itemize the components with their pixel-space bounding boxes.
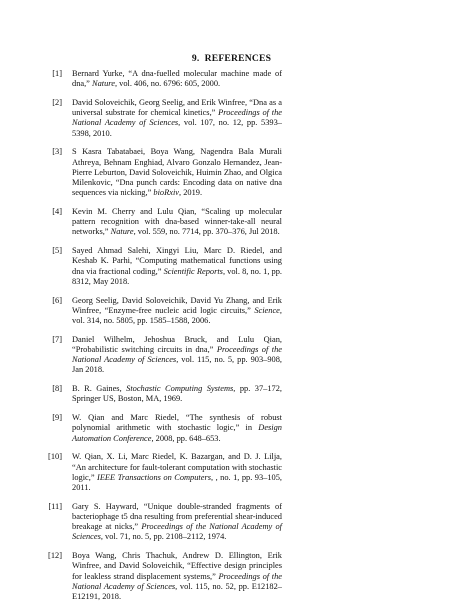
reference-number: [2] (52, 98, 62, 107)
reference-item (40, 452, 425, 493)
reference-fragment: , vol. 115, no. 52, pp. E12182–E12191, 2018. (72, 581, 282, 602)
reference-venue: Nature (92, 79, 115, 89)
reference-text (72, 69, 282, 89)
reference-fragment: Boya Wang, Chris Thachuk, Andrew D. Ellington, Erik Winfree, and David Soloveichik, “Effective design principles for leakless strand displacement systems,” (72, 551, 282, 581)
reference-number: [1] (52, 69, 62, 78)
reference-fragment: , vol. 71, no. 5, pp. 2108–2112, 1974. (100, 532, 227, 542)
reference-venue: Proceedings of the National Academy of Sciences (72, 345, 282, 365)
reference-text (72, 246, 282, 287)
reference-venue: Proceedings of the National Academy of Sciences (72, 108, 282, 128)
reference-fragment: , 2019. (179, 188, 203, 198)
reference-item (40, 98, 425, 139)
reference-venue: Science (254, 305, 280, 315)
section-number: 9. (191, 53, 200, 64)
reference-fragment: Gary S. Hayward, “Unique double-stranded fragments of bacteriophage t5 dna resulting from preferential shear-induced breakage at nicks,” (72, 501, 282, 532)
reference-text (72, 413, 282, 444)
reference-item (40, 335, 425, 376)
reference-text (72, 502, 282, 543)
reference-fragment: B. R. Gaines, (72, 384, 127, 394)
reference-fragment: W. Qian and Marc Riedel, “The synthesis of robust polynomial arithmetic with stochastic logic,” in (72, 413, 282, 433)
reference-number: [4] (52, 207, 62, 217)
reference-number: [6] (52, 295, 62, 305)
reference-venue: Nature (110, 227, 134, 237)
reference-item (40, 384, 425, 404)
reference-number: [8] (52, 384, 62, 394)
reference-item (40, 551, 425, 602)
reference-number: [9] (52, 413, 62, 423)
reference-fragment: Kevin M. Cherry and Lulu Qian, “Scaling up molecular pattern recognition with dna-based winner-take-all neural networks,” (72, 207, 282, 237)
reference-venue: Scientific Reports (163, 266, 223, 276)
reference-number: [7] (52, 334, 62, 344)
reference-fragment: David Soloveichik, Georg Seelig, and Erik Winfree, “Dna as a universal substrate for chemical kinetics,” (72, 98, 282, 118)
reference-venue: bioRxiv (153, 188, 179, 198)
reference-number: [10] (48, 452, 62, 462)
section-title: REFERENCES (204, 53, 272, 64)
reference-text (72, 452, 282, 493)
reference-fragment: , vol. 314, no. 5805, pp. 1585–1588, 2006. (72, 305, 282, 326)
reference-venue: IEEE Transactions on Computers (97, 472, 211, 482)
reference-fragment: , vol. 115, no. 5, pp. 903–908, Jan 2018. (72, 355, 283, 375)
reference-text (72, 296, 282, 327)
reference-venue: Proceedings of the National Academy of Sciences (72, 571, 282, 591)
reference-fragment: , vol. 406, no. 6796: 605, 2000. (114, 79, 221, 89)
reference-fragment: W. Qian, X. Li, Marc Riedel, K. Bazargan, and D. J. Lilja, “An architecture for fault-tolerant computation with stochastic logic,” (72, 452, 282, 482)
reference-text (72, 384, 282, 404)
reference-item (40, 246, 425, 287)
reference-fragment: Georg Seelig, David Soloveichik, David Yu Zhang, and Erik Winfree, “Enzyme-free nucleic acid logic circuits,” (72, 295, 282, 315)
reference-item (40, 69, 425, 89)
reference-fragment: , vol. 8, no. 1, pp. 8312, May 2018. (72, 266, 283, 286)
reference-fragment: , pp. 37–172, Springer US, Boston, MA, 1969. (72, 384, 282, 404)
reference-fragment: Bernard Yurke, “A dna-fuelled molecular machine made of dna,” (72, 69, 282, 89)
reference-number: [11] (48, 501, 62, 511)
reference-number: [5] (52, 246, 62, 256)
reference-fragment: Sayed Ahmad Salehi, Xingyi Liu, Marc D. Riedel, and Keshab K. Parhi, “Computing mathematical functions using dna via fractional coding,” (72, 246, 282, 276)
reference-list (40, 69, 425, 611)
reference-venue: Proceedings of the National Academy of Sciences (72, 522, 282, 542)
reference-item (40, 147, 425, 198)
reference-fragment: , , no. 1, pp. 93–105, 2011. (72, 472, 282, 493)
reference-fragment: Daniel Wilhelm, Jehoshua Bruck, and Lulu Qian, “Probabilistic switching circuits in dna,” (72, 334, 282, 355)
reference-text (72, 207, 282, 238)
reference-text (72, 147, 282, 198)
reference-fragment: S Kasra Tabatabaei, Boya Wang, Nagendra Bala Murali Athreya, Behnam Enghiad, Alvaro Gonzalo Hernandez, Jean-Pierre Leburton, David Soloveichik, Huimin Zhao, and Olgica Milenkovic, “Dna punch cards: Encoding data on native dna sequences via nicking,” (72, 147, 282, 198)
reference-text (72, 551, 282, 602)
reference-item (40, 296, 425, 327)
reference-fragment: , vol. 107, no. 12, pp. 5393–5398, 2010. (72, 118, 282, 138)
reference-venue: Stochastic Computing Systems (126, 384, 234, 394)
reference-fragment: , 2008, pp. 648–653. (151, 433, 221, 443)
reference-item (40, 413, 425, 444)
reference-number: [3] (52, 147, 62, 157)
reference-text (72, 335, 282, 376)
reference-number: [12] (48, 551, 62, 561)
reference-item (40, 502, 425, 543)
reference-text (72, 98, 282, 139)
reference-venue: Design Automation Conference (72, 423, 282, 443)
reference-fragment: , vol. 559, no. 7714, pp. 370–376, Jul 2018. (133, 227, 280, 237)
section-heading (0, 53, 463, 64)
reference-item (40, 207, 425, 238)
